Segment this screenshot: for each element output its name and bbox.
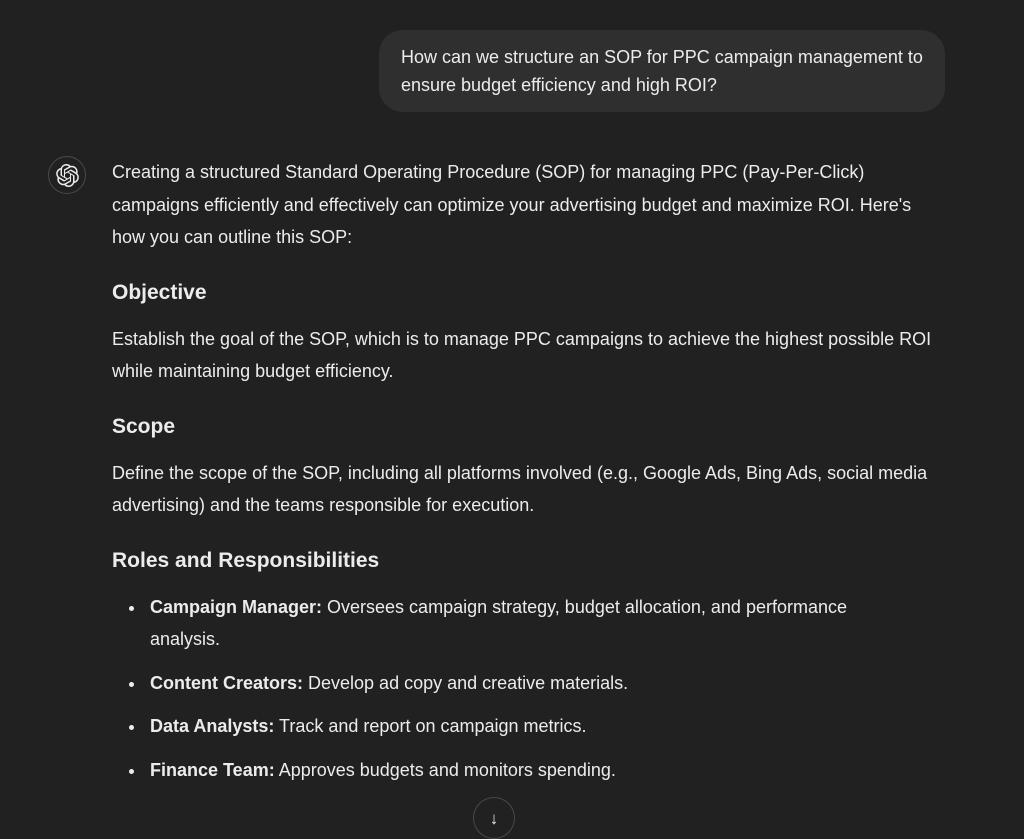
assistant-message-content: [112, 154, 948, 797]
assistant-intro-paragraph: Creating a structured Standard Operating Procedure (SOP) for managing PPC (Pay-Per-Click) campaigns efficiently and effectively can optimize your advertising budget and maximize ROI. Here's how you can outline this SOP:: [112, 162, 912, 247]
list-item-campaign-manager: [146, 591, 888, 656]
list-item-text: Track and report on campaign metrics.: [274, 716, 587, 736]
section-heading-roles: Roles and Responsibilities: [112, 548, 380, 572]
openai-logo-icon: [56, 164, 79, 187]
assistant-avatar: [48, 156, 86, 194]
user-message-bubble: [379, 30, 945, 112]
arrow-down-icon: ↓: [489, 808, 499, 828]
user-message-text: How can we structure an SOP for PPC campaign management to ensure budget efficiency and high ROI?: [401, 47, 923, 95]
user-message-row: [0, 0, 1024, 112]
list-item-text: Develop ad copy and creative materials.: [303, 672, 629, 693]
scroll-to-bottom-button[interactable]: [473, 797, 515, 839]
section-heading-objective: Objective: [112, 280, 207, 304]
section-heading-scope: Scope: [112, 414, 176, 438]
list-item-finance-team: [146, 754, 888, 787]
list-item-text: Oversees campaign strategy, budget allocation, and performance analysis.: [150, 596, 847, 649]
assistant-message-row: [0, 112, 1024, 797]
list-item-label: Content Creators:: [150, 672, 304, 693]
list-item-content-creators: [146, 667, 888, 700]
section-body-objective: Establish the goal of the SOP, which is to manage PPC campaigns to achieve the highest possible ROI while maintaining budget efficiency.: [112, 328, 932, 381]
list-item-data-analysts: [146, 710, 888, 743]
section-body-scope: Define the scope of the SOP, including all platforms involved (e.g., Google Ads, Bing Ads, social media advertising) and the teams responsible for execution.: [112, 462, 928, 515]
list-item-label: Campaign Manager:: [150, 596, 323, 617]
roles-list: [112, 591, 948, 787]
list-item-text: Approves budgets and monitors spending.: [274, 759, 616, 780]
list-item-label: Data Analysts:: [150, 716, 275, 736]
list-item-label: Finance Team:: [150, 759, 275, 780]
